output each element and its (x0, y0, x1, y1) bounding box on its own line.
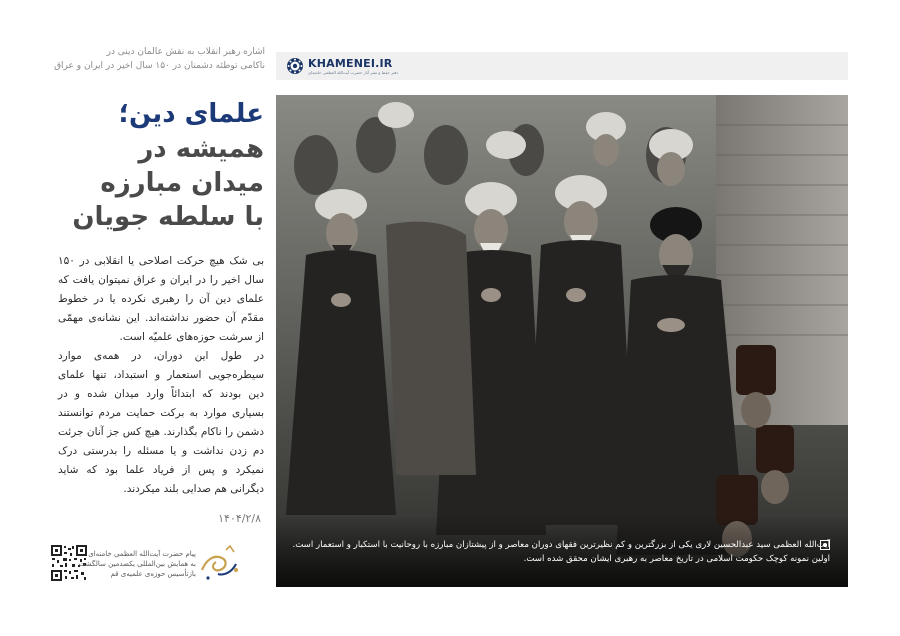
logo-subtitle: دفتر حفظ و نشر آثار حضرت آیت‌الله العظمی خامنه‌ای (308, 70, 399, 75)
photo-image (276, 95, 848, 587)
title-line2: همیشه در (138, 134, 264, 164)
footer-msg-line2: به همایش بین‌المللی یکصدمین سالگشت (78, 560, 196, 568)
caption-line1: آیت‌الله العظمی سید عبدالحسین لاری یکی از بزرگترین و کم نظیرترین فقهای دوران معاصر و از پیشتازان مبارزه با روحانیت با استکبار و استعمار است. (292, 540, 830, 550)
title-line3: میدان مبارزه (100, 168, 264, 198)
body-paragraph-1: بی شک هیچ حرکت اصلاحی یا انقلابی در ۱۵۰ سال اخیر را در ایران و عراق نمیتوان یافت که علمای دین آن را رهبری نکرده یا در خطوط مقدّم آن حضور نداشته‌اند. این نشانه‌ی مهمّی از سرشت حوزه‌های علمیّه است. (58, 255, 264, 343)
khamenei-logo-icon (286, 57, 304, 75)
hawza-logo-icon (196, 540, 244, 584)
body-text (58, 252, 264, 499)
date: ۱۴۰۴/۲/۸ (218, 512, 261, 525)
title-line4: با سلطه جویان (72, 202, 264, 232)
logo-strip (276, 52, 848, 80)
page-title (52, 96, 264, 234)
footer-message (78, 549, 196, 579)
footer-msg-line1: پیام حضرت آیت‌الله العظمی خامنه‌ای (88, 550, 196, 558)
caption-line2: اولین نمونه کوچک حکومت اسلامی در تاریخ معاصر به رهبری ایشان محقق شده است. (523, 554, 830, 564)
historical-photo (276, 95, 848, 587)
top-note-line1: اشاره رهبر انقلاب به نقش عالمان دینی در (106, 47, 265, 57)
title-line1: علمای دین؛ (118, 99, 264, 129)
top-note (54, 45, 265, 73)
logo-name[interactable]: KHAMENEI.IR (308, 57, 393, 70)
photo-caption (292, 538, 830, 566)
footer-msg-line3: بازتأسیس حوزه‌ی علمیه‌ی قم (110, 570, 196, 578)
top-note-line2: ناکامی توطئه دشمنان در ۱۵۰ سال اخیر در ایران و عراق (54, 61, 265, 71)
body-paragraph-2: در طول این دوران، در همه‌ی موارد سیطره‌جویی استعمار و استبداد، تنها علمای دین بودند که ابتدائاً وارد میدان شده و در بسیاری موارد به برکت حمایت مردم توانستند دشمن را ناکام بگذارند. هیچ کس جز آنان جرئت دم زدن نداشت و یا مسئله را بدرستی درک نمیکرد و پس از فریاد علما بود که شاید دیگرانی هم صدایی بلند میکردند. (58, 350, 264, 495)
